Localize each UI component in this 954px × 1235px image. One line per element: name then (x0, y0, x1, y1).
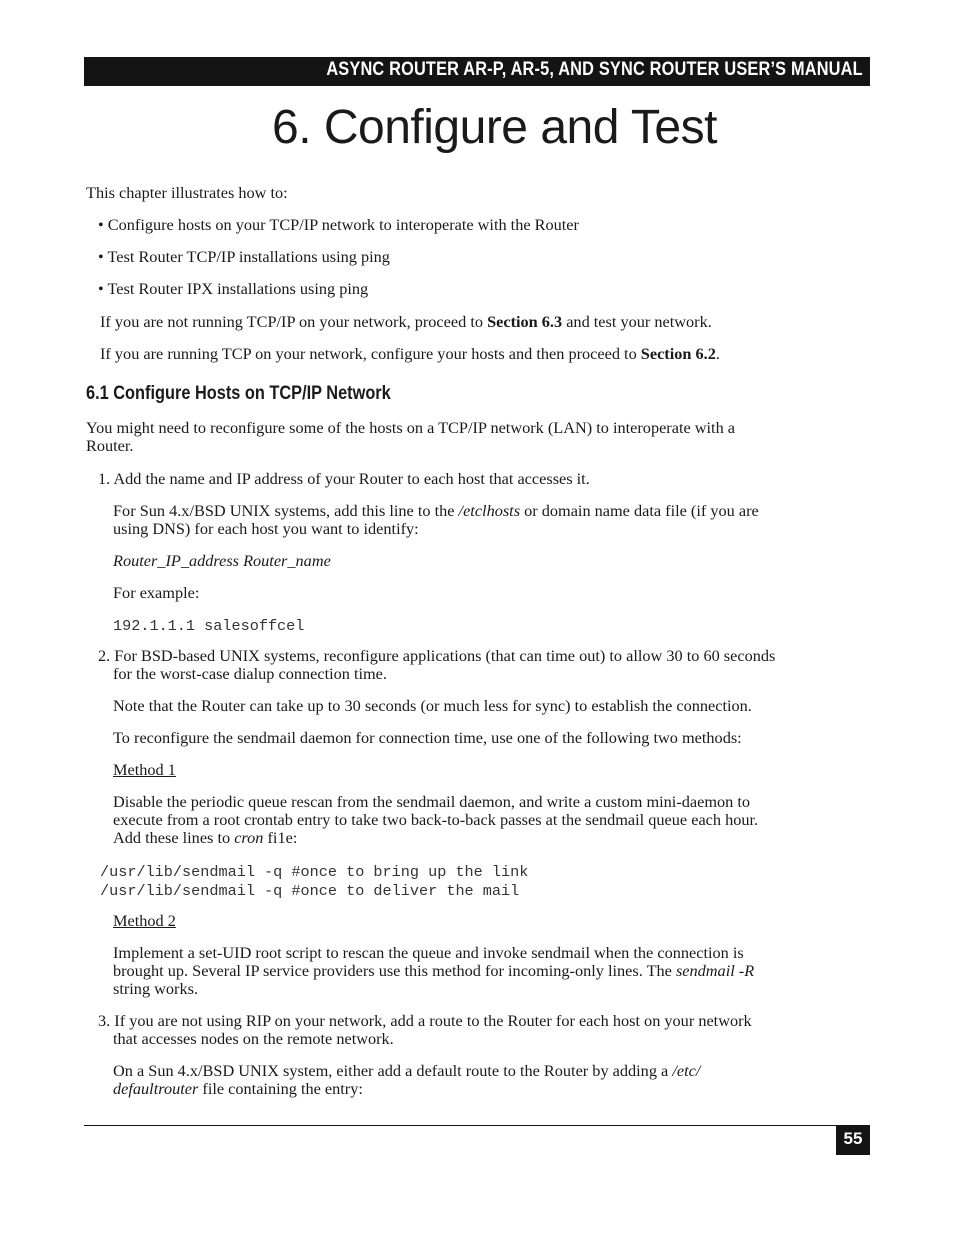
method-2-label: Method 2 (113, 911, 176, 930)
page-number-box (836, 1125, 870, 1155)
intro-paragraph-2 (100, 345, 720, 363)
method-2-line-3: string works. (113, 979, 199, 998)
intro-bullet-3: • Test Router IPX installations using ping (98, 279, 369, 298)
intro-p2-text-end: . (715, 344, 720, 363)
method-1-text-end: fi1e: (263, 828, 298, 847)
step-2-note: Note that the Router can take up to 30 seconds (or much less for sync) to establish the connection. (113, 696, 752, 715)
section-heading: 6.1 Configure Hosts on TCP/IP Network (86, 383, 391, 404)
hosts-entry-example: 192.1.1.1 salesoffcel (113, 617, 305, 635)
intro-p1-text: If you are not running TCP/IP on your network, proceed to (100, 312, 488, 331)
step-1-text-end: or domain name data file (if you are (520, 501, 759, 520)
method-2-line-1: Implement a set-UID root script to rescan the queue and invoke sendmail when the connection is (113, 943, 744, 962)
running-header-title: ASYNC ROUTER AR-P, AR-5, AND SYNC ROUTER USER’S MANUAL (326, 59, 863, 80)
method-1-line-3 (113, 829, 297, 847)
step-3-text: On a Sun 4.x/BSD UNIX system, either add a default route to the Router by adding a (113, 1061, 673, 1080)
hosts-entry-format: Router_IP_address Router_name (113, 551, 331, 570)
footer-rule (84, 1125, 870, 1126)
section-6-3-ref: Section 6.3 (487, 312, 563, 331)
chapter-title: 6. Configure and Test (272, 101, 717, 154)
method-1-line-1: Disable the periodic queue rescan from the sendmail daemon, and write a custom mini-daemon to (113, 792, 751, 811)
method-2-text: brought up. Several IP service providers use this method for incoming-only lines. The (113, 961, 676, 980)
code-line-2: /usr/lib/sendmail -q #once to deliver the mail (100, 882, 520, 900)
step-3-instruction-line-1 (113, 1062, 700, 1080)
section-intro-line-1: You might need to reconfigure some of the hosts on a TCP/IP network (LAN) to interoperate with a (86, 418, 736, 437)
method-2-line-2 (113, 962, 754, 980)
intro-p1-text-end: and test your network. (562, 312, 712, 331)
method-1-label: Method 1 (113, 760, 176, 779)
intro-p2-text: If you are running TCP on your network, configure your hosts and then proceed to (100, 344, 641, 363)
step-3-instruction-line-2 (113, 1080, 363, 1098)
method-1-line-2: execute from a root crontab entry to take two back-to-back passes at the sendmail queue each hour. (113, 810, 759, 829)
intro-lead: This chapter illustrates how to: (86, 183, 288, 202)
section-6-2-ref: Section 6.2 (640, 344, 716, 363)
step-2-line-2: for the worst-case dialup connection time. (113, 664, 387, 683)
code-line-1: /usr/lib/sendmail -q #once to bring up the link (100, 863, 529, 881)
sendmail-r-command: sendmail -R (675, 961, 755, 980)
step-2-methods-intro: To reconfigure the sendmail daemon for connection time, use one of the following two methods: (113, 728, 742, 747)
section-intro-line-2: Router. (86, 436, 134, 455)
page-number: 55 (843, 1129, 863, 1148)
etc-path: /etc/ (672, 1061, 701, 1080)
step-2-line-1: 2. For BSD-based UNIX systems, reconfigure applications (that can time out) to allow 30 to 60 seconds (98, 646, 776, 665)
step-1-instruction-line-1 (113, 502, 759, 520)
cron-file-name: cron (234, 828, 264, 847)
step-1: 1. Add the name and IP address of your Router to each host that accesses it. (98, 469, 590, 488)
defaultrouter-file-name: defaultrouter (113, 1079, 199, 1098)
intro-paragraph-1 (100, 313, 712, 331)
step-1-text: For Sun 4.x/BSD UNIX systems, add this line to the (113, 501, 459, 520)
hosts-file-path: /etclhosts (458, 501, 521, 520)
step-1-instruction-line-2: using DNS) for each host you want to identify: (113, 519, 419, 538)
intro-bullet-2: • Test Router TCP/IP installations using ping (98, 247, 390, 266)
method-1-text: Add these lines to (113, 828, 235, 847)
running-header (84, 57, 870, 86)
step-3-line-2: that accesses nodes on the remote network. (113, 1029, 394, 1048)
intro-bullet-1: • Configure hosts on your TCP/IP network to interoperate with the Router (98, 215, 579, 234)
step-3-text-end: file containing the entry: (198, 1079, 363, 1098)
example-label: For example: (113, 583, 200, 602)
step-3-line-1: 3. If you are not using RIP on your network, add a route to the Router for each host on your network (98, 1011, 752, 1030)
